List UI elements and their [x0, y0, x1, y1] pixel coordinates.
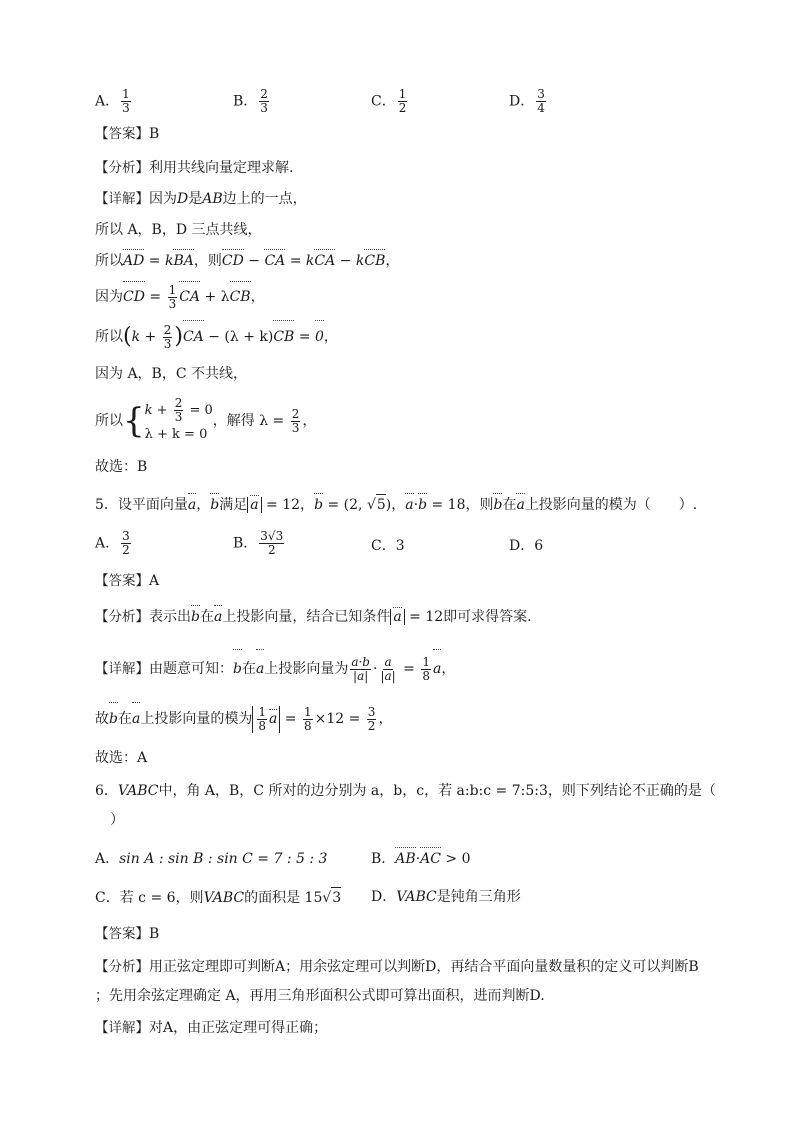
- q6-answer: 【答案】B: [95, 926, 160, 942]
- q5-choose: 故选：A: [95, 750, 148, 766]
- q4-detail-1: 【详解】因为D是AB边上的一点，: [95, 191, 307, 207]
- q4-answer: 【答案】B: [95, 126, 160, 142]
- q5-detail-2: 故b在a上投影向量的模为 $\frac{1}{8}$ a = $\frac{1}{8}$ ×12 = $\frac{3}{2}$ ，: [95, 704, 393, 733]
- q6-option-a: A．sin A : sin B : sin C = 7 : 5 : 3: [95, 851, 328, 867]
- q6-detail: 【详解】对A，由正弦定理可得正确；: [95, 1020, 328, 1036]
- q6-stem-2: ）: [110, 812, 124, 828]
- q4-option-b: B． $\frac{2}{3}$: [233, 87, 268, 115]
- q4-choose: 故选：B: [95, 459, 148, 475]
- q6-stem-1: 6．VABC中，角 A，B，C 所对的边分别为 a，b，c，若 a:b:c = 7:5:3，则下列结论不正确的是（: [95, 783, 716, 799]
- q4-detail-5: 所以(k + $\frac{2}{3}$ )CA − (λ + k)CB = 0，: [95, 322, 338, 351]
- q6-option-c: C．若 c = 6，则VABC的面积是 15√3: [95, 887, 341, 908]
- q6-option-b: B．AB·AC > 0: [371, 851, 471, 867]
- q6-analysis-2: ；先用余弦定理确定 A，再用三角形面积公式即可算出面积，进而判断D.: [95, 988, 545, 1004]
- q4-option-c: C． $\frac{1}{2}$: [371, 87, 407, 115]
- q6-analysis-1: 【分析】用正弦定理即可判断A；用余弦定理可以判断D，再结合平面向量数量积的定义可以判断B: [95, 959, 699, 975]
- q5-options: [95, 530, 695, 560]
- q5-option-a: A． $\frac{3}{2}$: [95, 529, 130, 557]
- q4-detail-3: 所以AD = kBA，则CD − CA = kCA − kCB，: [95, 253, 400, 269]
- q4-options: [95, 87, 695, 115]
- q5-option-d: D．6: [509, 538, 544, 554]
- q4-detail-2: 所以 A，B，D 三点共线，: [95, 222, 262, 238]
- q4-detail-7: 所以{ k + $\frac{2}{3}$ = 0 λ + k = 0 ，解得 λ = $\frac{2}{3}$ ，: [95, 395, 317, 442]
- q6-options-cd: [95, 887, 695, 909]
- q5-option-b: B． $\frac{3√3}{2}$: [233, 529, 284, 557]
- q4-analysis: 【分析】利用共线向量定理求解.: [95, 160, 294, 176]
- q5-stem: 5．设平面向量a，b满足 a = 12，b = (2, √5)，a·b = 18，则b在a上投影向量的模为（ ）.: [95, 494, 697, 515]
- q4-option-d: D． $\frac{3}{4}$: [509, 87, 545, 115]
- q4-detail-6: 因为 A，B，C 不共线，: [95, 366, 248, 382]
- q4-option-a: A． $\frac{1}{3}$: [95, 87, 130, 115]
- q5-detail-1: 【详解】由题意可知：b在a上投影向量为 $\frac{a\cdot b}{|a|}$ · $\frac{a}{|a|}$ = $\frac{1}{8}$ a，: [95, 651, 455, 687]
- q5-option-c: C．3: [371, 538, 405, 554]
- q6-option-d: D．VABC是钝角三角形: [371, 889, 521, 905]
- q5-answer: 【答案】A: [95, 573, 160, 589]
- q6-options-ab: [95, 849, 695, 871]
- q5-analysis: 【分析】表示出b在a上投影向量，结合已知条件 a = 12即可求得答案.: [95, 609, 532, 625]
- q4-detail-4: 因为CD = $\frac{1}{3}$ CA + λCB，: [95, 282, 265, 311]
